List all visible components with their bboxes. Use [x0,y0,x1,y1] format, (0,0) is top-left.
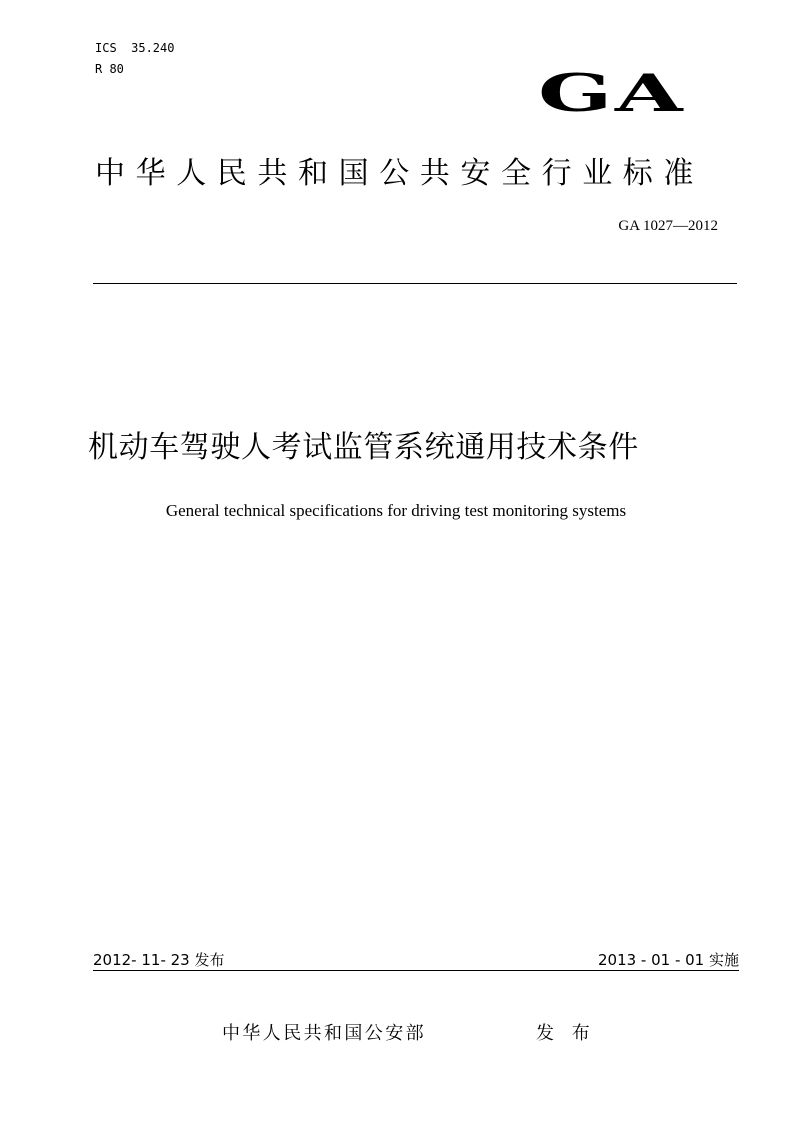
classification-code: R 80 [95,62,124,76]
ga-logo: GA [538,62,686,124]
bottom-divider [93,970,739,971]
standard-number: GA 1027—2012 [618,218,718,234]
issue-label: 发 布 [536,1023,596,1044]
standard-category-title: 中华人民共和国公共安全行业标准 [95,156,704,191]
document-title-chinese: 机动车驾驶人考试监管系统通用技术条件 [88,430,639,465]
issuing-authority: 中华人民共和国公安部 [222,1023,426,1044]
effective-date: 2013 - 01 - 01 实施 [597,951,739,969]
issue-date: 2012- 11- 23 发布 [93,951,225,969]
ics-code: ICS 35.240 [95,41,175,55]
top-divider [93,283,737,284]
date-row [93,950,739,972]
document-title-english: General technical specifications for driving test monitoring systems [165,501,627,520]
